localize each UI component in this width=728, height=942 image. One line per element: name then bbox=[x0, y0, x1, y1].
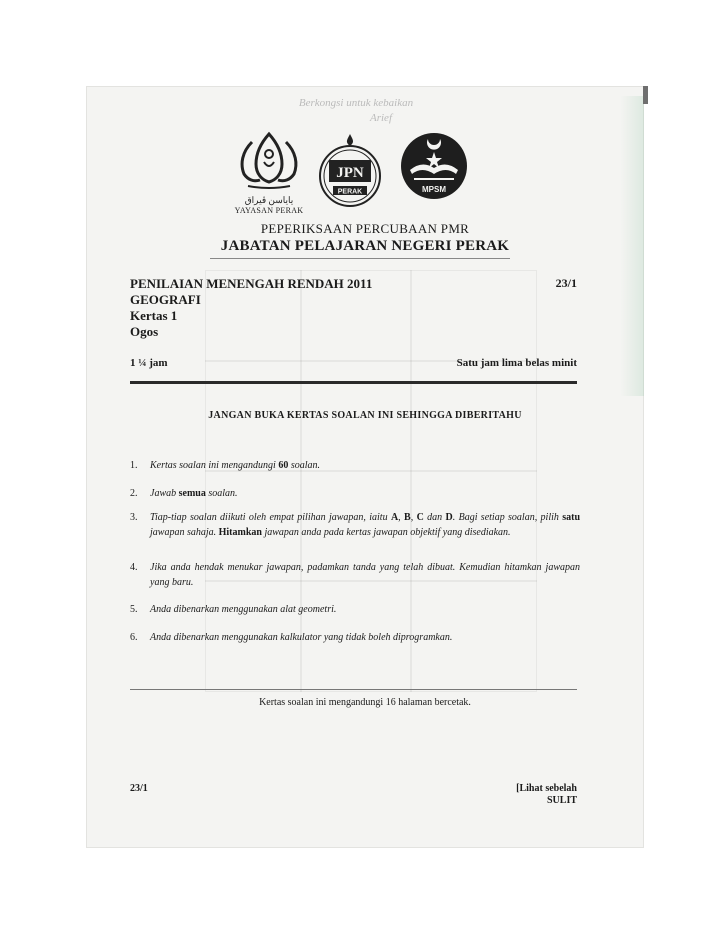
confidential-mark: SULIT bbox=[546, 795, 577, 806]
yayasan-perak-emblem-icon bbox=[230, 130, 308, 190]
handwritten-note bbox=[286, 96, 426, 132]
duration-long: Satu jam lima belas minit bbox=[456, 357, 577, 369]
handwritten-note-line: Arief bbox=[370, 112, 392, 124]
duration-short: 1 ¼ jam bbox=[130, 357, 168, 369]
subject-name: GEOGRAFI bbox=[130, 292, 201, 307]
footer-right bbox=[470, 783, 577, 807]
instruction-text: Anda dibenarkan menggunakan kalkulator yang tidak boleh diprogramkan. bbox=[150, 632, 453, 643]
bleed-through-grid-line bbox=[300, 270, 302, 692]
mpsm-logo bbox=[398, 130, 470, 207]
instruction-fragment: , bbox=[398, 512, 405, 523]
instruction-bold: C bbox=[416, 512, 424, 523]
exam-header-line2: JABATAN PELAJARAN NEGERI PERAK bbox=[220, 238, 510, 254]
paper-code: 23/1 bbox=[555, 276, 577, 290]
instruction-fragment: Tiap-tiap soalan diikuti oleh empat pilihan jawapan, iaitu bbox=[150, 512, 391, 523]
jpn-perak-caption: PERAK bbox=[337, 188, 363, 196]
instruction-number: 3. bbox=[130, 512, 138, 523]
exam-header-line1: PEPERIKSAAN PERCUBAAN PMR bbox=[260, 221, 470, 236]
instruction-text bbox=[150, 459, 580, 474]
page-count-note: Kertas soalan ini mengandungi 16 halaman bercetak. bbox=[259, 697, 471, 708]
instruction-bold: D bbox=[445, 512, 453, 523]
bleed-through-grid bbox=[205, 270, 537, 692]
handwritten-note-line: Berkongsi untuk kebaikan bbox=[298, 97, 414, 109]
instruction-number: 2. bbox=[130, 488, 138, 499]
instruction-number: 1. bbox=[130, 460, 138, 471]
bleed-through-grid-line bbox=[410, 270, 412, 692]
thick-divider bbox=[130, 381, 577, 384]
jpn-perak-crest-icon bbox=[315, 130, 385, 210]
instruction-fragment: , bbox=[410, 512, 417, 523]
instruction-number: 4. bbox=[130, 562, 138, 573]
mpsm-caption: MPSM bbox=[422, 185, 446, 194]
jpn-perak-crest bbox=[315, 130, 385, 215]
exam-month: Ogos bbox=[130, 324, 159, 339]
yayasan-perak-caption: YAYASAN PERAK bbox=[234, 206, 304, 215]
instruction-bold: A bbox=[390, 512, 399, 523]
footer-paper-code: 23/1 bbox=[130, 783, 148, 794]
jpn-emblem-text: JPN bbox=[336, 165, 364, 181]
instruction-fragment: Kertas soalan ini mengandungi bbox=[150, 460, 279, 471]
instruction-number: 6. bbox=[130, 632, 138, 643]
instruction-bold: semua bbox=[178, 488, 206, 499]
instruction-bold: 60 bbox=[278, 460, 289, 471]
paper-number: Kertas 1 bbox=[130, 308, 178, 323]
instruction-bold: B bbox=[404, 512, 411, 523]
instruction-fragment: jawapan sahaja. bbox=[150, 526, 219, 538]
footer-divider bbox=[130, 689, 577, 690]
instruction-fragment: soalan. bbox=[205, 488, 238, 499]
instruction-fragment: jawapan anda pada kertas jawapan objektif yang disediakan. bbox=[261, 526, 511, 538]
yayasan-perak-logo bbox=[230, 130, 308, 215]
instruction-fragment: dan bbox=[423, 512, 446, 523]
instruction-text bbox=[150, 511, 580, 540]
header-divider bbox=[210, 258, 510, 259]
instruction-number: 5. bbox=[130, 604, 138, 615]
logo-row bbox=[230, 130, 470, 214]
mpsm-emblem-icon bbox=[398, 130, 470, 202]
instruction-fragment: . Bagi setiap soalan, pilih bbox=[452, 512, 563, 523]
turn-over-note: [Lihat sebelah bbox=[516, 783, 577, 794]
exam-title: PENILAIAN MENENGAH RENDAH 2011 bbox=[130, 276, 373, 291]
instruction-text: Anda dibenarkan menggunakan alat geometri. bbox=[150, 604, 337, 615]
instruction-text: Jika anda hendak menukar jawapan, padamkan tanda yang telah dibuat. Kemudian hitamkan jawapan yang baru. bbox=[150, 562, 580, 588]
instruction-bold: Hitamkan bbox=[218, 526, 262, 538]
instruction-text bbox=[150, 487, 580, 502]
yayasan-arabic-script: ياياسن ڤيراق bbox=[244, 195, 294, 205]
instruction-bold: satu bbox=[562, 512, 581, 523]
do-not-open-warning: JANGAN BUKA KERTAS SOALAN INI SEHINGGA DIBERITAHU bbox=[208, 410, 522, 421]
instruction-fragment: soalan. bbox=[288, 460, 321, 471]
instruction-fragment: Jawab bbox=[150, 488, 179, 499]
scanner-edge-mark bbox=[643, 86, 648, 104]
